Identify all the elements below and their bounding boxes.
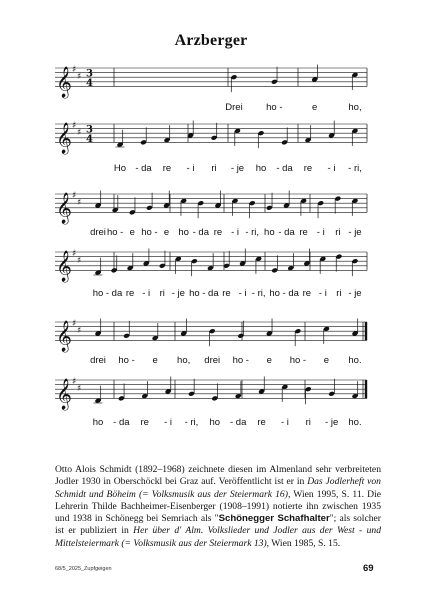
sharp-icon: ♯ (72, 191, 77, 201)
treble-clef-icon: 𝄞 (56, 192, 72, 224)
lyric-syllable: ho (264, 227, 275, 238)
lyric-syllable: ho (255, 163, 267, 174)
lyric-syllable: e (323, 355, 330, 366)
lyric-syllable: - da (282, 288, 299, 299)
sharp-icon: ♯ (72, 249, 77, 259)
source-title-2: Her über d' Alm. Volkslieder und Jodler aus der West - und Mittelsteiermark (= Volksmusik aus der Steiermark 13) (55, 525, 381, 549)
lyric-syllable: - je (325, 417, 339, 428)
lyric-syllable: drei (204, 355, 221, 366)
lyric-syllable: ri (159, 288, 165, 299)
lyric-syllable: re (302, 288, 312, 299)
commentary-part-1: Otto Alois Schmidt (1892–1968) zeichnete diesen im Almenland sehr verbreiteten Jodler 1930 in Oberschöckl bei Graz auf. Veröffentlicht ist er in (55, 464, 381, 488)
commentary-text (55, 464, 381, 550)
sharp-icon: ♯ (72, 319, 77, 329)
lyric-syllable: re (222, 288, 231, 299)
song-title: Arzberger (174, 32, 248, 49)
staff-system-4 (55, 249, 367, 300)
lyric-syllable: - i (280, 417, 289, 428)
sharp-icon: ♯ (77, 326, 82, 336)
treble-clef-icon: 𝄞 (56, 250, 72, 282)
lyric-syllable: - ri, (245, 227, 260, 238)
lyric-syllable: - je (348, 227, 362, 238)
time-signature-top: 3 (86, 68, 93, 80)
footer-imprint: 68/5_2025_Zupfgeigen (55, 566, 112, 572)
lyric-syllable: - ri, (251, 288, 266, 299)
lyric-syllable: e (152, 355, 158, 366)
staff-system-3 (55, 191, 367, 239)
lyric-syllable: - i (238, 288, 247, 299)
lyric-syllable: - i (186, 163, 195, 174)
lyric-syllable: e (129, 227, 135, 238)
lyric-syllable: re (257, 417, 266, 428)
source-title-1: Das Jodlerheft von Schmidt und Böheim (= Volksmusik aus der Steiermark 16) (55, 476, 381, 500)
lyric-syllable: - da (192, 227, 209, 238)
lyric-syllable: ho (178, 227, 189, 238)
lyric-syllable: - i (164, 417, 173, 428)
lyric-syllable: - da (229, 417, 247, 428)
lyric-syllable: ho (209, 417, 221, 428)
lyric-syllable: ho - (289, 355, 307, 366)
lyric-syllable: ri (211, 163, 217, 174)
lyric-syllable: - da (135, 163, 152, 174)
time-signature-bottom: 4 (86, 77, 93, 89)
lyric-syllable: - je (348, 288, 362, 299)
lyric-syllable: - da (276, 163, 293, 174)
lyric-syllable: ho (189, 288, 200, 299)
lyric-syllable: - da (202, 288, 219, 299)
lyric-syllable: ho (92, 288, 104, 299)
sharp-icon: ♯ (72, 121, 77, 131)
commentary-part-3: "; als solcher ist er publiziert in (55, 513, 381, 537)
lyric-syllable: - da (278, 227, 295, 238)
commentary-part-4: , Wien 1985, S. 15. (266, 537, 341, 549)
lyric-syllable: ho - (141, 227, 158, 238)
lyric-syllable: - ri, (348, 163, 362, 174)
lyric-syllable: re (303, 163, 313, 174)
lyric-syllable: - da (105, 288, 123, 299)
lyric-syllable: re (213, 227, 223, 238)
lyric-syllable: - je (171, 288, 185, 299)
lyric-syllable: ho - (232, 355, 249, 366)
treble-clef-icon: 𝄞 (56, 320, 72, 352)
lyric-syllable: ho, (348, 102, 362, 113)
lyric-syllable: ho, (177, 355, 191, 366)
lyric-syllable: - i (231, 227, 240, 238)
lyric-syllable: - je (230, 163, 245, 174)
song-alt-name: Schönegger Schafhalter (218, 513, 330, 525)
lyric-syllable: ho - (106, 227, 124, 238)
lyric-syllable: - i (316, 227, 325, 238)
lyric-syllable: Drei (225, 102, 243, 113)
staff-system-1 (55, 65, 367, 114)
sharp-icon: ♯ (77, 198, 82, 208)
lyric-syllable: - i (142, 288, 151, 299)
sharp-icon: ♯ (77, 128, 82, 138)
lyric-syllable: ri (336, 288, 342, 299)
lyric-syllable: ho - (118, 355, 135, 366)
staff-system-5 (55, 319, 367, 367)
lyric-syllable: ho. (348, 417, 362, 428)
commentary-part-2: , Wien 1995, S. 11. Die Lehrerin Thilde Bachheimer-Eisenberger (1908–1991) notierte ihn zwischen 1935 und 1938 in Schönegg bei Semriach als " (55, 488, 382, 525)
lyric-syllable: ri (335, 227, 341, 238)
lyric-syllable: re (162, 163, 172, 174)
sharp-icon: ♯ (72, 377, 77, 387)
lyric-syllable: - i (318, 288, 327, 299)
lyric-syllable: re (140, 417, 149, 428)
lyric-syllable: e (312, 102, 318, 113)
lyric-syllable: ri (305, 417, 311, 428)
lyric-syllable: drei (90, 227, 106, 238)
lyric-syllable: ho - (266, 102, 283, 113)
lyric-syllable: - ri, (184, 417, 199, 428)
lyric-syllable: Ho (113, 163, 127, 174)
lyric-syllable: ho (92, 417, 104, 428)
page-number: 69 (363, 563, 374, 574)
time-signature-bottom: 4 (86, 133, 93, 145)
lyric-syllable: - da (113, 417, 130, 428)
staff-system-2 (55, 121, 367, 175)
time-signature-top: 3 (86, 124, 93, 136)
sharp-icon: ♯ (77, 72, 82, 82)
staff-system-6 (55, 377, 367, 429)
treble-clef-icon: 𝄞 (56, 378, 72, 410)
sharp-icon: ♯ (72, 65, 77, 75)
lyric-syllable: e (266, 355, 272, 366)
sharp-icon: ♯ (77, 256, 82, 266)
treble-clef-icon: 𝄞 (56, 66, 72, 98)
treble-clef-icon: 𝄞 (56, 122, 72, 154)
lyric-syllable: drei (90, 355, 106, 366)
lyric-syllable: e (163, 227, 170, 238)
lyric-syllable: re (125, 288, 135, 299)
lyric-syllable: ho (269, 288, 280, 299)
sharp-icon: ♯ (77, 384, 82, 394)
lyric-syllable: - i (327, 163, 336, 174)
lyric-syllable: ho. (348, 355, 362, 366)
lyric-syllable: re (299, 227, 308, 238)
